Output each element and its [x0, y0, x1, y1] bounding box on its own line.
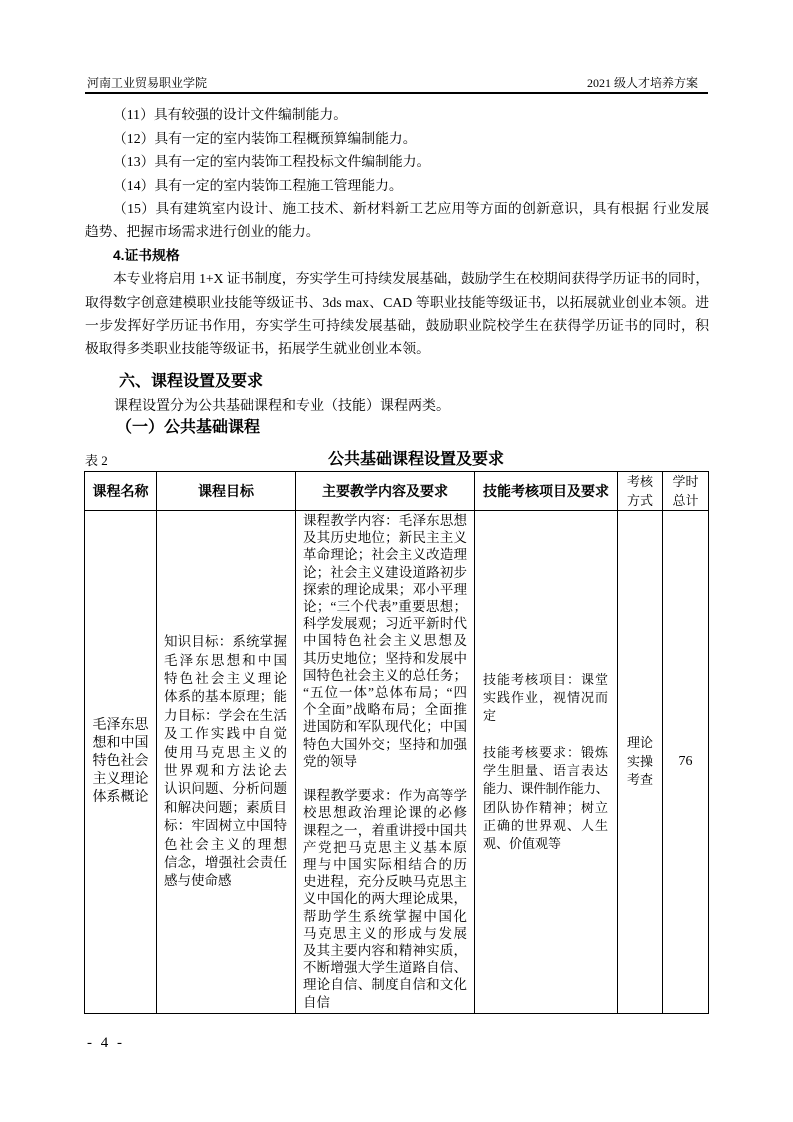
text-line: 体系的基本原理；能 — [164, 689, 287, 705]
text-line: 标：牢固树立中国特 — [164, 818, 287, 834]
text-line: 不断增强大学生道路自信、 — [303, 960, 467, 976]
text-line: 和解决问题；素质目 — [164, 799, 287, 815]
page-number: - 4 - — [87, 1035, 122, 1051]
text-line: 课程教学要求：作为高等学 — [303, 788, 467, 804]
text-line: 课程教学内容：毛泽东思想 — [303, 513, 467, 528]
text-line: 技能考核项目：课堂 — [483, 671, 608, 687]
text-line: 技能考核要求：锻炼 — [483, 744, 608, 760]
text-line: 论；“三个代表”重要思想； — [303, 599, 467, 615]
cell-total-hours: 76 — [663, 511, 709, 1014]
text-line: 感与使命感 — [164, 873, 232, 889]
teaching-content-text — [303, 512, 467, 770]
certificate-paragraph — [85, 267, 709, 361]
column-header-course-name: 课程名称 — [85, 472, 157, 511]
text-line: 革命理论；社会主义改造理 — [303, 547, 467, 563]
ability-item — [85, 103, 709, 126]
text-line: 定 — [483, 708, 497, 724]
text-line: 义中国化的两大理论成果， — [303, 891, 467, 907]
text-line: （15）具有建筑室内设计、施工技术、新材料新工艺应用等方面的创新意识，具有根据 行业发展 — [113, 200, 709, 216]
text-line: 科学发展观；习近平新时代 — [303, 616, 467, 632]
text-line: 马克思主义的形成与发展 — [303, 925, 467, 941]
text-line: 认识问题、分析问题 — [164, 781, 287, 797]
text-line: 校思想政治理论课的必修 — [303, 805, 467, 821]
text-line: 自信 — [303, 994, 330, 1010]
header-institution: 河南工业贸易职业学院 — [87, 76, 208, 90]
column-header-total-hours: 学时总计 — [663, 472, 709, 511]
text-line: 极取得多类职业技能等级证书，拓展学生就业创业本领。 — [85, 341, 430, 357]
teaching-requirements-text — [303, 787, 467, 1011]
table-row — [85, 511, 709, 1014]
text-line: 理论自信、制度自信和文化 — [303, 977, 467, 993]
text-line: 知识目标：系统掌握 — [164, 634, 287, 650]
text-line: 产党把马克思主义基本原 — [303, 839, 467, 855]
cell-objectives — [157, 511, 296, 1014]
text-line: 及其历史地位；新民主主义 — [303, 530, 467, 546]
ability-item — [85, 150, 709, 173]
cell-content — [296, 511, 475, 1014]
column-header-assessment-method: 考核方式 — [618, 472, 663, 511]
certificate-heading: 4.证书规格 — [113, 247, 180, 263]
section-heading: 六、课程设置及要求 — [119, 373, 264, 390]
text-line: 观、价值观等 — [483, 836, 562, 852]
text-line: （11）具有较强的设计文件编制能力。 — [113, 107, 348, 123]
column-header-objectives: 课程目标 — [157, 472, 296, 511]
text-line: 党的领导 — [303, 753, 357, 769]
text-line: 使用马克思主义的 — [164, 744, 287, 760]
text-line: 个全面”战略布局；全面推 — [303, 702, 467, 718]
table-title: 公共基础课程设置及要求 — [328, 451, 505, 468]
objectives-text — [164, 633, 287, 891]
body-text — [85, 103, 709, 360]
section-intro: 课程设置分为公共基础课程和专业（技能）课程两类。 — [114, 399, 450, 414]
text-line: 探索的理论成果；邓小平理 — [303, 581, 467, 597]
text-line: 能力、课件制作能力、 — [483, 781, 608, 797]
text-line: 色社会主义的理想 — [164, 836, 287, 852]
text-line: 其历史地位；坚持和发展中 — [303, 650, 467, 666]
text-line: 进国防和军队现代化；中国 — [303, 719, 467, 735]
course-table — [84, 471, 709, 1014]
text-line: 中国特色社会主义思想及 — [303, 633, 467, 649]
table-header-row — [85, 472, 709, 511]
text-line: 本专业将启用 1+X 证书制度，夯实学生可持续发展基础，鼓励学生在校期间获得学历证书的同时， — [113, 271, 709, 287]
text-line: 帮助学生系统掌握中国化 — [303, 908, 467, 924]
cell-skill-assessment — [475, 511, 618, 1014]
ability-item — [85, 174, 709, 197]
text-line: 力目标：学会在生活 — [164, 707, 287, 723]
text-line: 世界观和方法论去 — [164, 763, 287, 778]
text-line: 及其主要内容和精神实质， — [303, 943, 467, 959]
header-document-title: 2021 级人才培养方案 — [586, 76, 698, 90]
text-line: 毛泽东思想和中国 — [164, 652, 287, 668]
text-line: 一步发挥好学历证书作用，夯实学生可持续发展基础，鼓励职业院校学生在获得学历证书的同时，积 — [85, 317, 709, 333]
ability-item — [85, 127, 709, 150]
cell-course-name: 毛泽东思想和中国特色社会主义理论体系概论 — [85, 511, 157, 1014]
text-line: 取得数字创意建模职业技能等级证书、3ds max、CAD 等职业技能等级证书，以拓展就业创业本领。进 — [85, 294, 709, 310]
text-line: （13）具有一定的室内装饰工程投标文件编制能力。 — [113, 154, 431, 170]
text-line: 实践作业，视情况而 — [483, 689, 608, 705]
text-line: 学生胆量、语言表达 — [483, 763, 608, 778]
skill-items-text — [483, 671, 608, 726]
text-line: （12）具有一定的室内装饰工程概预算编制能力。 — [113, 130, 417, 146]
column-header-skill-assessment: 技能考核项目及要求 — [475, 472, 618, 511]
text-line: （14）具有一定的室内装饰工程施工管理能力。 — [113, 177, 403, 193]
cell-assessment-method: 理论实操考查 — [618, 511, 663, 1014]
text-line: 及工作实践中自觉 — [164, 726, 287, 742]
text-line: “五位一体”总体布局；“四 — [303, 685, 467, 701]
subsection-heading: （一）公共基础课程 — [116, 419, 261, 436]
text-line: 信念，增强社会责任 — [164, 855, 287, 871]
text-line: 特色社会主义理论 — [164, 670, 287, 686]
column-header-content: 主要教学内容及要求 — [296, 472, 475, 511]
ability-item — [85, 197, 709, 244]
text-line: 团队协作精神；树立 — [483, 799, 608, 815]
header-divider — [85, 92, 708, 94]
text-line: 理与中国实际相结合的历 — [303, 857, 467, 873]
text-line: 论；社会主义建设道路初步 — [303, 564, 467, 580]
text-line: 正确的世界观、人生 — [483, 817, 608, 833]
text-line: 国特色社会主义的总任务； — [303, 667, 467, 683]
text-line: 特色大国外交；坚持和加强 — [303, 736, 467, 752]
text-line: 课程之一，着重讲授中国共 — [303, 822, 467, 838]
text-line: 史进程，充分反映马克思主 — [303, 874, 467, 890]
skill-requirements-text — [483, 744, 608, 854]
text-line: 趋势、把握市场需求进行创业的能力。 — [85, 224, 320, 240]
table-label: 表 2 — [85, 453, 108, 468]
